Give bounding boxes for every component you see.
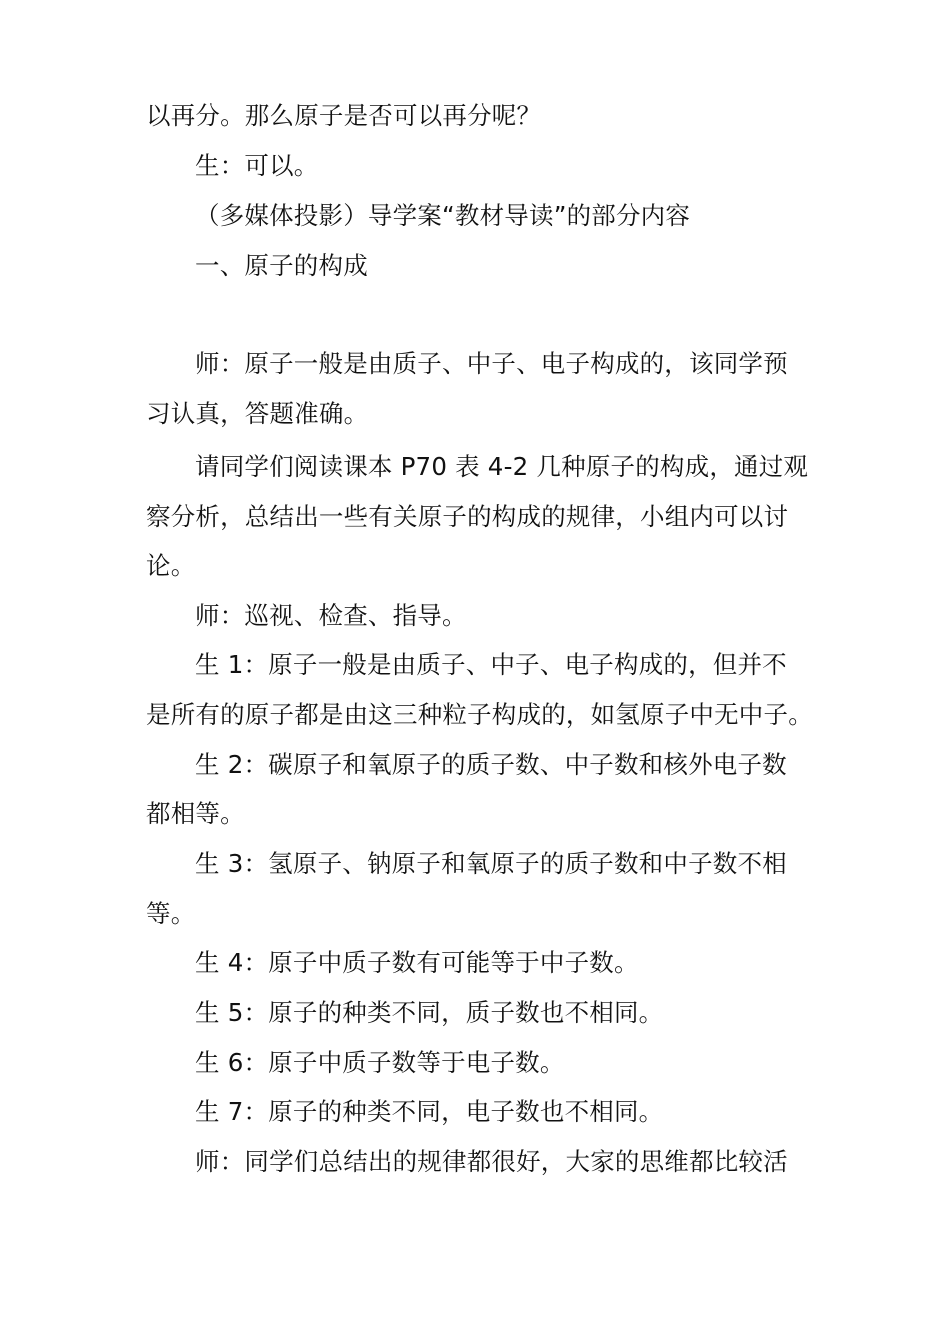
text-line-11: 生 1：原子一般是由质子、中子、电子构成的，但并不 — [195, 650, 787, 679]
text-line-6: 习认真，答题准确。 — [146, 399, 369, 428]
text-line-10: 师：巡视、检查、指导。 — [195, 601, 467, 630]
text-line-14: 都相等。 — [146, 799, 245, 828]
text-line-15: 生 3：氢原子、钠原子和氧原子的质子数和中子数不相 — [195, 849, 787, 878]
text-line-8: 察分析，总结出一些有关原子的构成的规律，小组内可以讨 — [146, 502, 789, 531]
text-line-5: 师：原子一般是由质子、中子、电子构成的，该同学预 — [195, 349, 788, 378]
section-heading: 一、原子的构成 — [195, 251, 368, 280]
text-line-20: 生 7：原子的种类不同，电子数也不相同。 — [195, 1097, 664, 1126]
text-line-21: 师：同学们总结出的规律都很好，大家的思维都比较活 — [195, 1147, 788, 1176]
text-line-13: 生 2：碳原子和氧原子的质子数、中子数和核外电子数 — [195, 750, 787, 779]
text-line-7: 请同学们阅读课本 P70 表 4-2 几种原子的构成，通过观 — [195, 452, 809, 481]
text-line-12: 是所有的原子都是由这三种粒子构成的，如氢原子中无中子。 — [146, 700, 813, 729]
text-line-2: 生：可以。 — [195, 151, 319, 180]
text-line-3: （多媒体投影）导学案“教材导读”的部分内容 — [195, 201, 691, 230]
text-line-19: 生 6：原子中质子数等于电子数。 — [195, 1048, 565, 1077]
text-line-9: 论。 — [146, 551, 196, 580]
text-line-1: 以再分。那么原子是否可以再分呢？ — [146, 101, 542, 130]
text-line-17: 生 4：原子中质子数有可能等于中子数。 — [195, 948, 639, 977]
text-line-16: 等。 — [146, 899, 196, 928]
text-line-18: 生 5：原子的种类不同，质子数也不相同。 — [195, 998, 664, 1027]
